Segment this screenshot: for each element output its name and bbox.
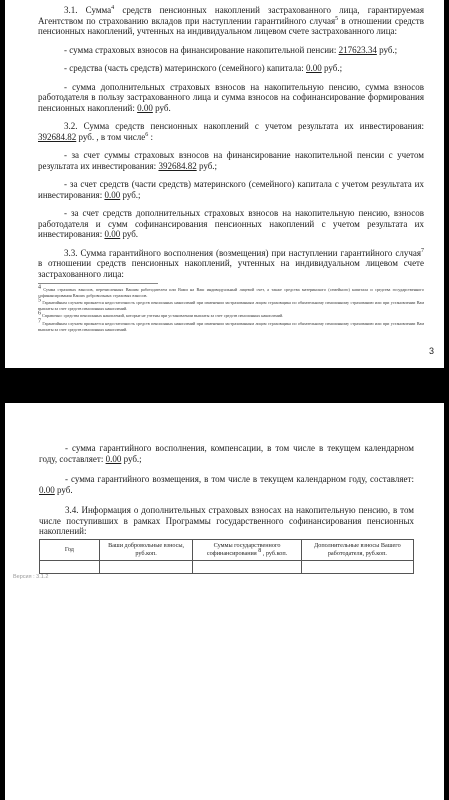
- page-number: 3: [428, 346, 434, 356]
- invested-additional-value: 0.00: [104, 229, 121, 239]
- additional-contributions-table: [39, 539, 414, 574]
- col-year-header: Год: [40, 539, 100, 560]
- document-page-2: [5, 403, 444, 800]
- version-label: Версия : 3.1.2: [13, 574, 49, 580]
- section-3-3: 3.3. Сумма гарантийного восполнения (возмещения) при наступлении гарантийного случая$^7$ в отношении средств пенсионных накоплений, учтенных на индивидуальном лицевом счете застрахованного лица:: [38, 247, 424, 279]
- footnote-6: $^6$ Справочно: средства пенсионных накоплений, которые не учтены при установлении выплаты за счет средств пенсионных накоплений.: [38, 310, 284, 319]
- col-your-contributions-header: Ваши добровольные взносы, руб.коп.: [99, 539, 193, 560]
- guarantee-compensation-line: - сумма гарантийного восполнения, компенсации, в том числе в текущем календарном году, составляет: 0.00 руб.;: [39, 443, 414, 464]
- insurance-contributions-line: - сумма страховых взносов на финансирование накопительной пенсии: 217623.34 руб.;: [64, 44, 398, 55]
- section-3-2: 3.2. Сумма средств пенсионных накоплений с учетом результата их инвестирования: 392684.82 руб. , в том числе$^6$ :: [38, 121, 424, 142]
- footnote-4: $^4$ Сумма страховых взносов, перечисленных Вашим работодателем или Вами на Ваш индивидуальный лицевой счет, а также средства материнского (семейного) капитала и средства государственного софинансирования Ваших добровольных страховых взносов.: [38, 284, 424, 298]
- col-state-cofinancing-header: Суммы государственного софинансирования $^8$ , руб.коп.: [193, 539, 301, 560]
- invested-maternity-value: 0.00: [104, 189, 121, 200]
- invested-savings-value: 392684.82: [38, 131, 77, 142]
- guarantee-reimbursement-line: - сумма гарантийного возмещения, в том числе в текущем календарном году, составляет: 0.00 руб.: [39, 474, 414, 495]
- insurance-contributions-value: 217623.34: [338, 44, 377, 55]
- guarantee-compensation-value: 0.00: [105, 453, 122, 464]
- maternity-capital-line: - средства (часть средств) материнского (семейного) капитала: 0.00 руб.;: [64, 63, 343, 73]
- footnote-7: $^7$ Гарантийным случаем признается недостаточность средств пенсионных накоплений при изменении застрахованным лицом страховщика по обязательному пенсионному страхованию или при установлении Вам выплаты за счет средств пенсионных накоплений.: [38, 318, 424, 332]
- guarantee-reimbursement-value: 0.00: [39, 484, 55, 495]
- invested-insurance-value: 392684.82: [158, 160, 197, 171]
- col-employer-contributions-header: Дополнительные взносы Вашего работодателя, руб.коп.: [301, 539, 413, 560]
- invested-additional-line: - за счет средств дополнительных страховых взносов на накопительную пенсию, взносов работодателя и сумм софинансирования пенсионных накоплений с учетом результата их инвестирования: 0.00 руб.: [38, 208, 424, 239]
- invested-insurance-line: - за счет суммы страховых взносов на финансирование накопительной пенсии с учетом результата их инвестирования: 392684.82 руб.;: [38, 150, 424, 171]
- invested-maternity-line: - за счет средств (части средств) материнского (семейного) капитала с учетом результата их инвестирования: 0.00 руб.;: [38, 179, 424, 200]
- document-page-1: [5, 0, 444, 368]
- additional-contributions-line: - сумма дополнительных страховых взносов на накопительную пенсию, сумма взносов работодателя в пользу застрахованного лица и сумма взносов на софинансирование формирования пенсионных накоплений: 0.00 руб.: [38, 81, 424, 113]
- table-row: [40, 560, 414, 573]
- footnote-5: $^5$ Гарантийным случаем признается недостаточность средств пенсионных накоплений при изменении застрахованным лицом страховщика по обязательному пенсионному страхованию или при установлении Вам выплаты за счет средств пенсионных накоплений.: [38, 297, 424, 311]
- section-3-4: 3.4. Информация о дополнительных страховых взносах на накопительную пенсию, в том числе поступивших в рамках Программы государственного софинансирования пенсионных накоплений:: [39, 505, 414, 536]
- table-header-row: [40, 539, 414, 560]
- section-3-1: 3.1. Сумма$^4$ средств пенсионных накоплений застрахованного лица, гарантируемая Агентством по страхованию вкладов при наступлении гарантийного случая$^5$ в отношении средств пенсионных накоплений, учтенных на индивидуальном лицевом счете застрахованного лица:: [38, 5, 424, 36]
- maternity-capital-value: 0.00: [306, 63, 322, 73]
- footnote-divider: [38, 283, 158, 284]
- additional-contributions-value: 0.00: [137, 102, 153, 113]
